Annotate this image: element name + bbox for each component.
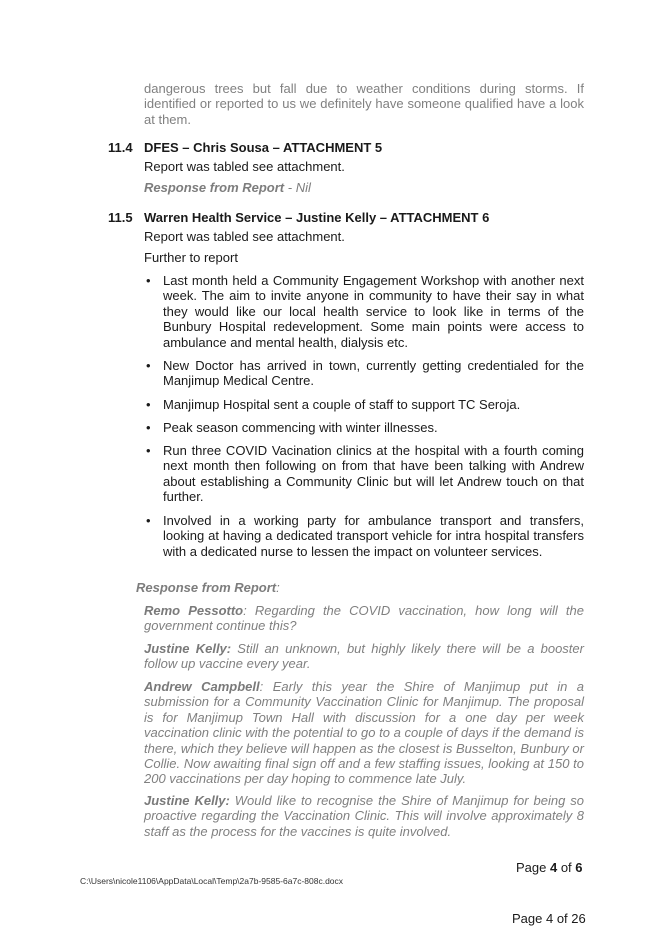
response-text: Early this year the Shire of Manjimup put in a submission for a Community Vaccination Clinic for Manjimup. The proposal is for Manjimup Town Hall with discussion for a one day per week vaccination clinic with the potential to go to a couple of days if the demand is there, which they believe will happen as the closest is Busselton, Bunbury or Collie. Now awaiting final sign off and a few staffing issues, looking at 150 to 200 vaccinations per day hoping to commence late July. xyxy=(144,679,584,787)
response-entry xyxy=(144,641,584,672)
response-heading-11-5 xyxy=(136,580,280,595)
speaker-name: Andrew Campbell xyxy=(144,679,260,694)
tabled-text-11-4: Report was tabled see attachment. xyxy=(144,159,345,174)
speaker-name: Remo Pessotto xyxy=(144,603,244,618)
bullet-item: New Doctor has arrived in town, currently getting credentialed for the Manjimup Medical Centre. xyxy=(163,358,584,389)
response-entry: Remo Pessotto: Regarding the COVID vaccination, how long will the government continue this? xyxy=(144,603,584,634)
bullet-icon: • xyxy=(146,397,151,412)
file-path: C:\Users\nicole1106\AppData\Local\Temp\2a7b-9585-6a7c-808c.docx xyxy=(80,876,344,886)
outer-page-number: Page 4 of 26 xyxy=(512,911,586,926)
inner-page-number: Page 4 of 6 xyxy=(516,860,583,875)
bullet-item: Manjimup Hospital sent a couple of staff to support TC Seroja. xyxy=(163,397,521,412)
response-label: Response from Report xyxy=(144,180,285,195)
response-line-11-4 xyxy=(144,180,311,195)
top-paragraph: dangerous trees but fall due to weather conditions during storms. If identified or reported to us we definitely have someone qualified have a look at them. xyxy=(144,81,584,127)
bullet-item: Involved in a working party for ambulance transport and transfers, looking at having a dedicated transport vehicle for intra hospital transfers with a dedicated nurse to lessen the impact on volunteer services. xyxy=(163,513,584,559)
response-entry xyxy=(144,793,584,839)
response-label: Response from Report xyxy=(136,580,277,595)
response-text: Regarding the COVID vaccination, how long will the government continue this? xyxy=(144,603,584,634)
section-heading-11-4: DFES – Chris Sousa – ATTACHMENT 5 xyxy=(144,140,383,155)
bullet-icon: • xyxy=(146,358,151,373)
bullet-icon: • xyxy=(146,513,151,528)
bullet-item: Run three COVID Vacination clinics at the hospital with a fourth coming next month then following on from that have been talking with Andrew about establishing a Community Clinic but will let Andrew touch on that further. xyxy=(163,443,584,505)
bullet-icon: • xyxy=(146,420,151,435)
response-value: - Nil xyxy=(284,180,311,195)
bullet-item: Peak season commencing with winter illnesses. xyxy=(163,420,438,435)
further-to-report: Further to report xyxy=(144,250,238,265)
section-heading-11-5: Warren Health Service – Justine Kelly – ATTACHMENT 6 xyxy=(144,210,490,225)
response-text: Still an unknown, but highly likely there will be a booster follow up vaccine every year. xyxy=(144,641,584,672)
response-entry: Andrew Campbell: Early this year the Shire of Manjimup put in a submission for a Community Vaccination Clinic for Manjimup. The proposal is for Manjimup Town Hall with discussion for a one day per week vaccination clinic with the potential to go to a couple of days if the demand is there, which they believe will happen as the closest is Busselton, Bunbury or Collie. Now awaiting final sign off and a few staffing issues, looking at 150 to 200 vaccinations per day hoping to commence late July. xyxy=(144,679,584,787)
section-number-11-5: 11.5 xyxy=(108,210,133,225)
speaker-name: Justine Kelly: xyxy=(144,641,232,656)
tabled-text-11-5: Report was tabled see attachment. xyxy=(144,229,345,244)
bullet-icon: • xyxy=(146,273,151,288)
response-colon: : xyxy=(276,580,280,595)
bullet-icon: • xyxy=(146,443,151,458)
response-text: Would like to recognise the Shire of Manjimup for being so proactive regarding the Vaccination Clinic. This will involve approximately 8 staff as the process for the vaccines is quite involved. xyxy=(144,793,585,839)
bullet-item: Last month held a Community Engagement Workshop with another next week. The aim to invite anyone in community to have their say in what they would like our local health service to look like in terms of the Bunbury Hospital redevelopment. Some main points were access to ambulance and mental health, dialysis etc. xyxy=(163,273,584,350)
speaker-name: Justine Kelly: xyxy=(144,793,230,808)
section-number-11-4: 11.4 xyxy=(108,140,133,155)
